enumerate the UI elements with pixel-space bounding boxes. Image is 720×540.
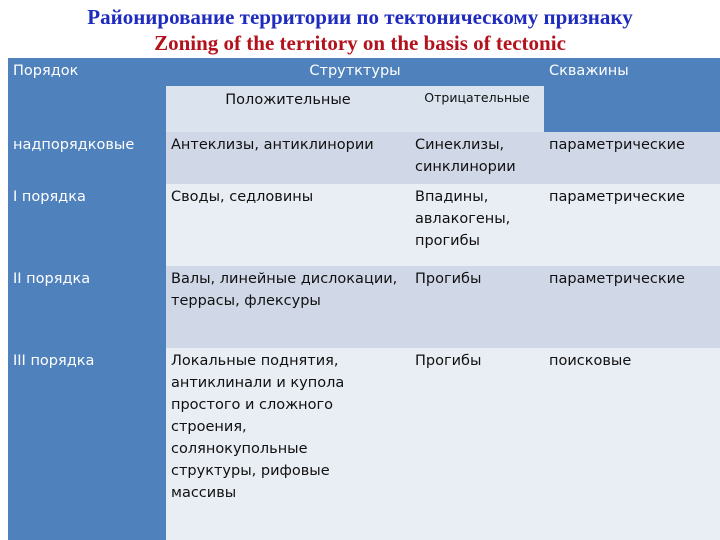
row-positive: Валы, линейные дислокации, террасы, флексуры [166, 266, 410, 348]
row-positive: Локальные поднятия, антиклинали и купола простого и сложного строения, солянокупольные структуры, рифовые массивы [166, 348, 410, 540]
row-order: III порядка [8, 348, 166, 540]
row-negative: Синеклизы, синклинории [410, 132, 544, 184]
row-positive: Антеклизы, антиклинории [166, 132, 410, 184]
slide-title: Районирование территории по тектоническому признаку [87, 5, 633, 29]
row-positive: Своды, седловины [166, 184, 410, 266]
header-order: Порядок [8, 58, 166, 132]
row-negative: Прогибы [410, 266, 544, 348]
slide-subtitle: Zoning of the territory on the basis of tectonic [154, 31, 566, 55]
row-order: надпорядковые [8, 132, 166, 184]
row-wells: параметрические [544, 184, 720, 266]
row-negative: Прогибы [410, 348, 544, 540]
header-positive: Положительные [166, 86, 410, 132]
row-order: I порядка [8, 184, 166, 266]
row-wells: параметрические [544, 132, 720, 184]
header-wells: Скважины [544, 58, 720, 132]
row-negative: Впадины, авлакогены, прогибы [410, 184, 544, 266]
row-wells: поисковые [544, 348, 720, 540]
row-wells: параметрические [544, 266, 720, 348]
header-negative: Отрицательные [410, 86, 544, 132]
header-structures: Струтктуры [166, 58, 544, 86]
row-order: II порядка [8, 266, 166, 348]
